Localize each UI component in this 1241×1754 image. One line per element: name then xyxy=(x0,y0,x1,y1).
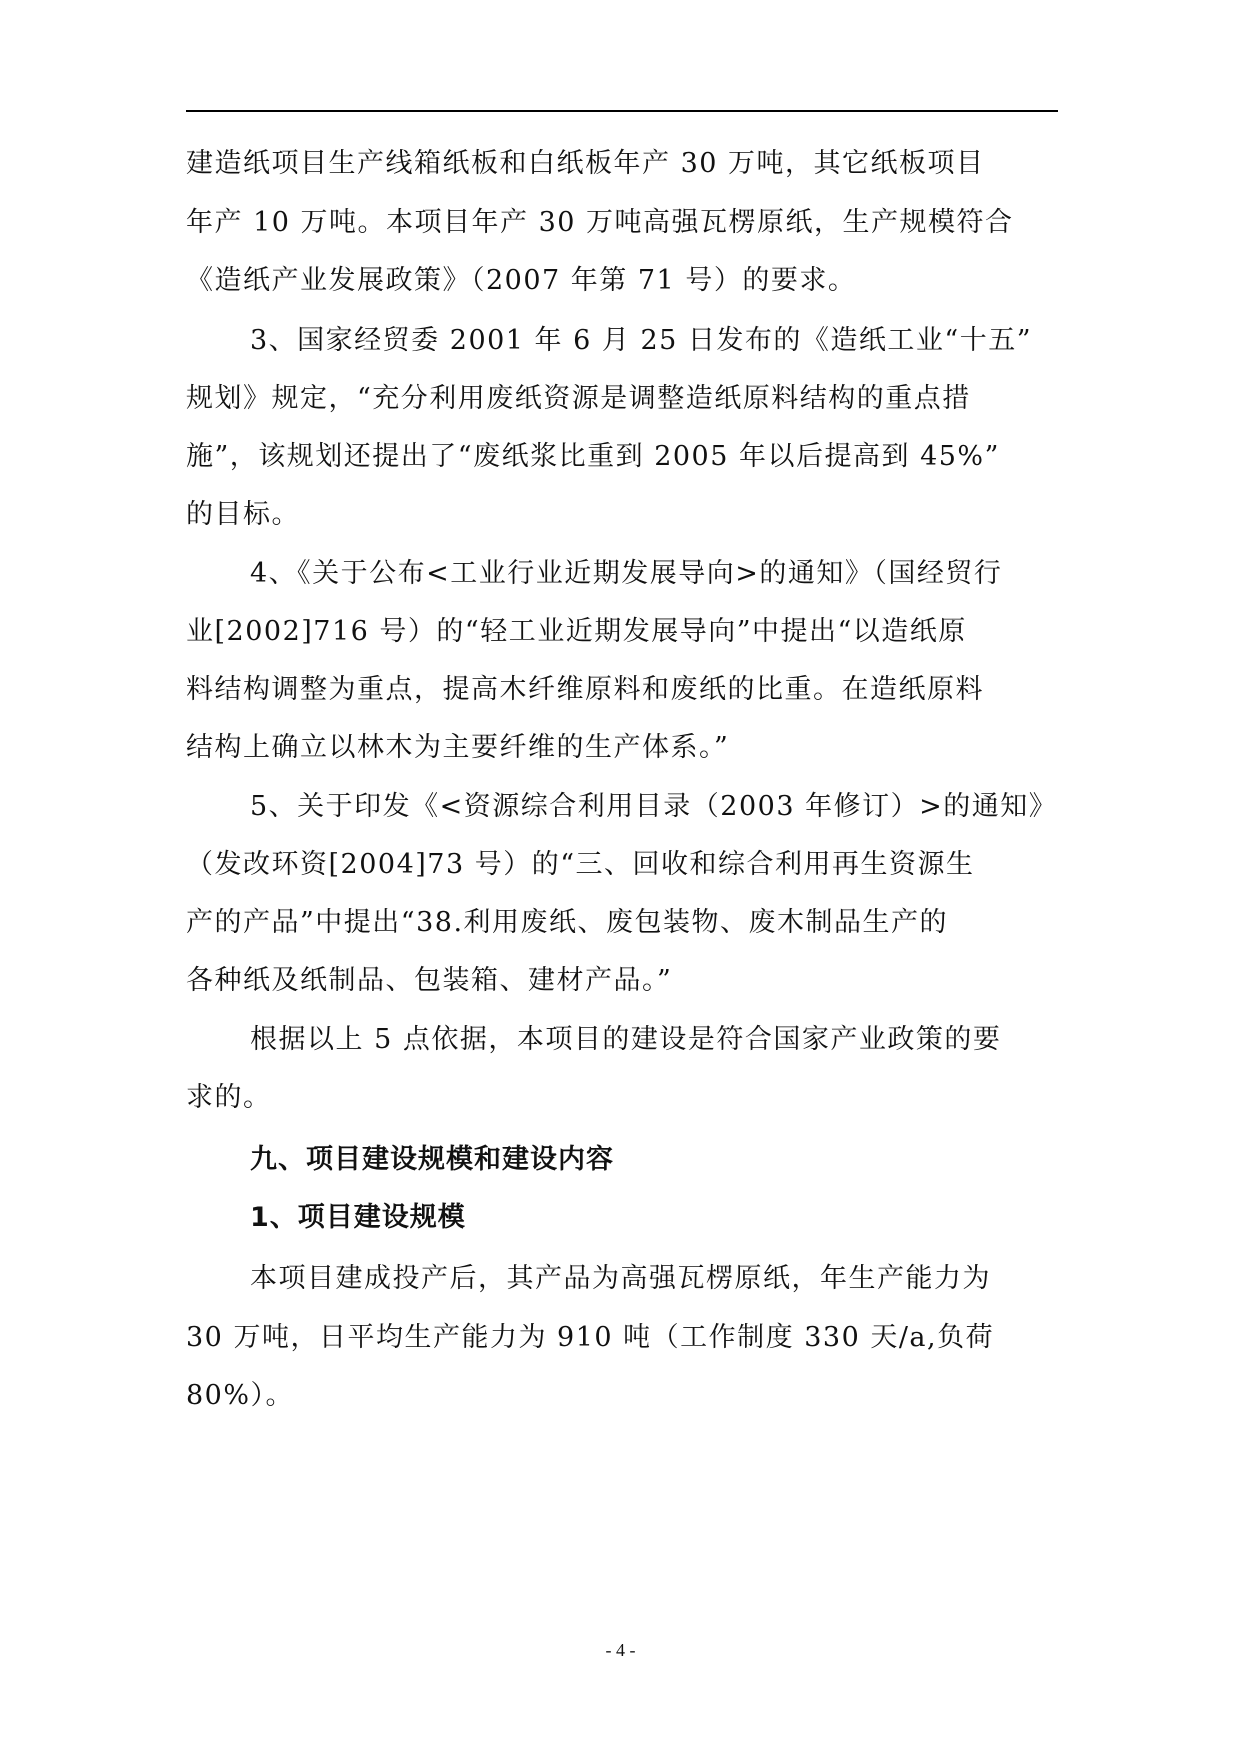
scale-paragraph: 本项目建成投产后，其产品为高强瓦楞原纸，年生产能力为 xyxy=(250,1263,991,1294)
text-line: 产的产品”中提出“38.利用废纸、废包装物、废木制品生产的 xyxy=(186,907,949,938)
text-line: 的目标。 xyxy=(186,499,300,530)
text-line: 建造纸项目生产线箱纸板和白纸板年产 30 万吨，其它纸板项目 xyxy=(186,148,985,179)
text-line: 结构上确立以林木为主要纤维的生产体系。” xyxy=(186,732,730,763)
text-line: 料结构调整为重点，提高木纤维原料和废纸的比重。在造纸原料 xyxy=(186,674,984,705)
text-line: 《造纸产业发展政策》（2007 年第 71 号）的要求。 xyxy=(186,265,857,296)
text-line: 年产 10 万吨。本项目年产 30 万吨高强瓦楞原纸，生产规模符合 xyxy=(186,207,1014,238)
section-heading: 九、项目建设规模和建设内容 xyxy=(250,1144,614,1175)
paragraph-4-start: 4、《关于公布<工业行业近期发展导向>的通知》（国经贸行 xyxy=(250,558,1003,589)
header-rule xyxy=(186,110,1058,112)
text-line: 施”，该规划还提出了“废纸浆比重到 2005 年以后提高到 45%” xyxy=(186,441,1000,472)
conclusion-paragraph: 根据以上 5 点依据，本项目的建设是符合国家产业政策的要 xyxy=(250,1024,1002,1055)
text-line: 30 万吨，日平均生产能力为 910 吨（工作制度 330 天/a,负荷 xyxy=(186,1322,995,1353)
page-number: - 4 - xyxy=(605,1640,636,1660)
text-line: 业[2002]716 号）的“轻工业近期发展导向”中提出“以造纸原 xyxy=(186,616,967,647)
paragraph-5-start: 5、关于印发《<资源综合利用目录（2003 年修订）>的通知》 xyxy=(250,791,1058,822)
paragraph-3-start: 3、国家经贸委 2001 年 6 月 25 日发布的《造纸工业“十五” xyxy=(250,325,1033,356)
text-line: 各种纸及纸制品、包装箱、建材产品。” xyxy=(186,965,673,996)
text-line: 规划》规定，“充分利用废纸资源是调整造纸原料结构的重点措 xyxy=(186,383,971,414)
text-line: 求的。 xyxy=(186,1082,272,1113)
subsection-heading: 1、项目建设规模 xyxy=(250,1202,466,1233)
text-line: 80%）。 xyxy=(186,1380,295,1411)
text-line: （发改环资[2004]73 号）的“三、回收和综合利用再生资源生 xyxy=(186,849,975,880)
